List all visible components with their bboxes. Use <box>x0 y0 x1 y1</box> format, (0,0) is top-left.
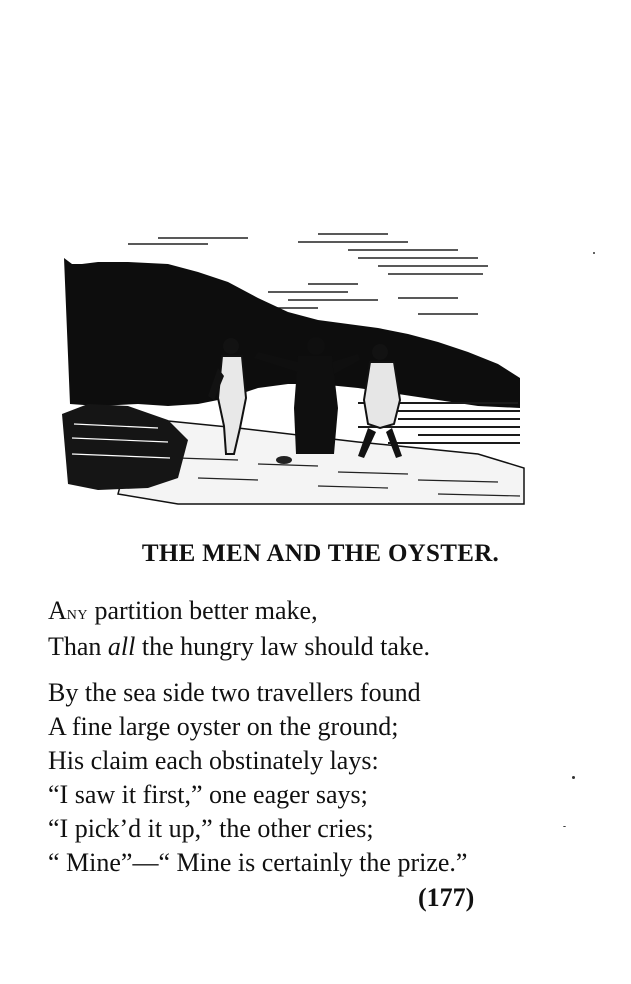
boat <box>62 404 188 490</box>
moral-line-2-post: the hungry law should take. <box>135 632 430 661</box>
verse-line: By the sea side two travellers found <box>48 678 421 707</box>
moral-line-2 <box>48 630 430 664</box>
oyster <box>276 456 292 464</box>
fable-verse <box>48 676 467 880</box>
moral-line-2-pre: Than <box>48 632 108 661</box>
paper-speck <box>572 776 575 779</box>
verse-line: “ Mine”—“ Mine is certainly the prize.” <box>48 848 468 877</box>
verse-line: “I saw it first,” one eager says; <box>48 780 368 809</box>
verse-line: His claim each obstinately lays: <box>48 746 379 775</box>
verse-line: A fine large oyster on the ground; <box>48 712 399 741</box>
paper-speck <box>593 252 595 254</box>
moral-couplet <box>48 594 430 664</box>
drop-cap: A <box>48 596 67 625</box>
verse-line: “I pick’d it up,” the other cries; <box>48 814 374 843</box>
small-caps-text: ny <box>66 602 89 624</box>
moral-line-1-rest: partition better make, <box>88 596 318 625</box>
fable-title: THE MEN AND THE OYSTER. <box>141 540 500 567</box>
moral-line-1 <box>48 594 430 630</box>
woodcut-illustration <box>58 228 528 510</box>
paper-speck <box>563 826 566 827</box>
cliff-silhouette <box>64 258 520 408</box>
page-number: (177) <box>418 883 475 912</box>
emphasis-all: all <box>107 632 136 661</box>
